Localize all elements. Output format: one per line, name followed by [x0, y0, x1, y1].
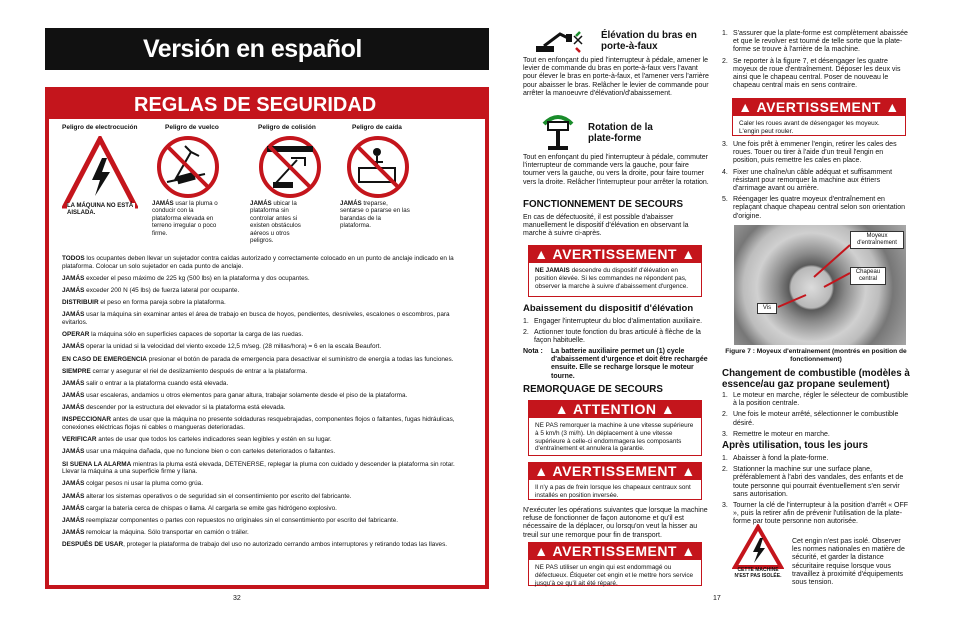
- safety-rule: JAMÁS descender por la estructura del elevador si la plataforma está elevada.: [62, 404, 286, 412]
- hazard-label-fall: Peligro de caída: [352, 124, 402, 131]
- safety-rule: INSPECCIONAR antes de usar que la máquina no presente soldaduras resquebrajadas, componentes flojos o faltantes, fugas hidráulicas, conexiones eléctricas flojas ni cables o mangueras deterioradas.: [62, 416, 455, 432]
- list-item-number: 1.: [523, 318, 529, 325]
- safety-rule: JAMÁS salir o entrar a la plataforma cuando está elevada.: [62, 379, 229, 387]
- not-insulated-sign-text: LA MÁQUINA NO ESTÁ AISLADA.: [67, 203, 134, 216]
- heading-platform-rotation: Rotation de la plate-forme: [588, 122, 653, 144]
- list-item-text: Une fois le moteur arrêté, sélectionner le combustible désiré.: [733, 411, 899, 427]
- hazard-label-collision: Peligro de colisión: [258, 124, 316, 131]
- list-item-number: 2.: [722, 466, 728, 474]
- hazard-label-electrocution: Peligro de electrocución: [62, 124, 138, 131]
- list-item: [722, 58, 910, 91]
- figure-7-caption: Figure 7 : Moyeux d'entraînement (montrés en position de fonctionnement): [725, 348, 907, 363]
- after-use-steps: [722, 455, 910, 530]
- list-item: [722, 411, 910, 427]
- fall-hazard-icon: [345, 134, 411, 200]
- paragraph-boom-elevation: Tout en enfonçant du pied l'interrupteur à pédale, amener le levier de commande du bras en porte-à-faux vers l'avant pour élever le bras en porte-à-faux, et l'amener vers l'arrière pour abaisser le bras. Relâcher le levier de commande pour arrêter la manoeuvre d'élévation/d'abaissement.: [523, 57, 709, 97]
- callout-screws: Vis: [757, 303, 777, 314]
- heading-emergency-operation: FONCTIONNEMENT DE SECOURS: [523, 199, 684, 210]
- heading-after-use: Après utilisation, tous les jours: [722, 440, 868, 451]
- safety-rule: JAMÁS usar una máquina dañada, que no funcione bien o con carteles deteriorados o faltantes.: [62, 448, 336, 456]
- safety-rule: SI SUENA LA ALARMA mientras la pluma está elevada, DETENERSE, replegar la pluma con cuidado y descender la plataforma sin rotar. Llevar la máquina a una superficie firme y llana.: [62, 460, 455, 476]
- list-item-number: 2.: [722, 411, 728, 419]
- warning-box-3: ▲ AVERTISSEMENT ▲ NE PAS utiliser un engin qui est endommagé ou défectueux. Étiqueter cet engin et le mettre hors service jusqu'à ce qu'il ait été réparé.: [528, 542, 702, 586]
- safety-rule: JAMÁS exceder el peso máximo de 225 kg (500 lbs) en la plataforma y dos ocupantes.: [62, 274, 310, 282]
- page-number-right: 17: [713, 595, 721, 602]
- attention-header: ▲ ATTENTION ▲: [529, 401, 701, 418]
- safety-rule: JAMÁS exceder 200 N (45 lbs) de fuerza lateral por ocupante.: [62, 286, 240, 294]
- note-auxiliary-battery: Nota : La batterie auxiliaire permet un (1) cycle d'abaissement d'urgence et doit être rechargée ensuite. Elle se recharge lorsque le moteur tourne.: [523, 348, 708, 380]
- safety-rules-title: REGLAS DE SEGURIDAD: [49, 91, 485, 119]
- steps-top: [722, 30, 910, 93]
- safety-rule: EN CASO DE EMERGENCIA presionar el botón de parada de emergencia para desactivar el suministro de energía a todas las funciones.: [62, 355, 454, 363]
- heading-fuel-change: Changement de combustible (modèles à essence/au gaz propane seulement): [722, 368, 910, 390]
- list-item-number: 1.: [722, 392, 728, 399]
- boom-elevation-icon: [532, 30, 584, 56]
- list-item: [523, 318, 713, 326]
- warning-box-2: ▲ AVERTISSEMENT ▲ Il n'y a pas de frein lorsque les chapeaux centraux sont installés en position inversée.: [528, 462, 702, 500]
- collision-hazard-icon: [257, 134, 323, 200]
- list-item: [523, 329, 713, 345]
- list-item-text: S'assurer que la plate-forme est complètement abaissée et que le revolver est tourné de telle sorte que la plate-forme se trouve à l'arrière de la machine.: [733, 30, 908, 54]
- list-item-text: Se reporter à la figure 7, et désengager les quatre moyeux de roue d'entraînement. Déposer les deux vis ainsi que le chapeau central. Poser de nouveau le chapeau central mais en sens contraire.: [733, 57, 901, 90]
- list-item-text: Réengager les quatre moyeux d'entraînement en replaçant chaque chapeau central selon son orientation d'origine.: [733, 196, 906, 220]
- fuel-steps: [722, 392, 910, 442]
- warning-header: ▲ AVERTISSEMENT ▲: [529, 463, 701, 480]
- list-item-text: Engager l'interrupteur du bloc d'alimentation auxiliaire.: [534, 318, 703, 325]
- list-item-number: 2.: [722, 57, 728, 65]
- list-item-text: Remettre le moteur en marche.: [733, 430, 830, 438]
- callout-drive-hubs: Moyeux d'entraînement: [850, 231, 904, 249]
- list-item: [722, 455, 910, 463]
- list-item: [722, 30, 910, 55]
- list-item-text: Stationner la machine sur une surface plane, préférablement à l'abri des vandales, des enfants et de toute personne qui pourrait éventuellement s'en servir sans autorisation.: [733, 466, 904, 498]
- list-item-number: 3.: [722, 430, 728, 438]
- tipover-hazard-icon: [155, 134, 221, 200]
- warning-box-1: ▲ AVERTISSEMENT ▲ NE JAMAIS descendre du dispositif d'élévation en position élevée. Si les commandes ne répondent pas, observer la marche à suivre d'abaissement d'urgence.: [528, 245, 702, 297]
- list-item: [722, 169, 910, 194]
- safety-rule: JAMÁS remolcar la máquina. Sólo transportar en camión o tráiler.: [62, 529, 249, 537]
- list-item-text: Actionner toute fonction du bras articulé à flèche de la façon habituelle.: [534, 329, 701, 345]
- heading-emergency-towing: REMORQUAGE DE SECOURS: [523, 384, 663, 395]
- safety-rule: JAMÁS colgar pesos ni usar la pluma como grúa.: [62, 480, 204, 488]
- safety-rules-list: [62, 255, 474, 554]
- warning-header: ▲ AVERTISSEMENT ▲: [529, 543, 701, 560]
- lowering-steps: [523, 318, 713, 349]
- safety-rule: JAMÁS operar la unidad si la velocidad del viento excede 12,5 m/seg. (28 millas/hora) = 6 en la escala Beaufort.: [62, 343, 382, 351]
- list-item-number: 3.: [722, 141, 728, 148]
- electrocution-warning-icon: [732, 524, 784, 570]
- list-item: [722, 141, 910, 166]
- page-number-left: 32: [233, 595, 241, 602]
- warning-box-right: ▲ AVERTISSEMENT ▲ Caler les roues avant de désengager les moyeux. L'engin peut rouler.: [732, 98, 906, 136]
- warning-header: ▲ AVERTISSEMENT ▲: [733, 99, 905, 116]
- list-item-number: 1.: [722, 30, 728, 37]
- list-item-text: Tourner la clé de l'interrupteur à la position d'arrêt « OFF », puis la retirer afin de prévenir l'utilisation de la plate-forme par toute personne non autorisée.: [733, 502, 909, 526]
- paragraph-towing: N'exécuter les opérations suivantes que lorsque la machine refuse de fonctionner de façon autonome et qu'il est nécessaire de la déplacer, ou lorsqu'on veut la hisser au treuil sur une remorque pour fin de transport.: [523, 507, 708, 539]
- warning-header: ▲ AVERTISSEMENT ▲: [529, 246, 701, 263]
- safety-rule: TODOS los ocupantes deben llevar un sujetador contra caídas autorizado y correctamente colocado en un punto de anclaje indicado en la plataforma. Colocar un solo sujetador en cada punto de anclaje.: [62, 255, 454, 270]
- list-item-text: Une fois prêt à emmener l'engin, retirer les cales des roues. Touer ou tirer à l'aide d'un treuil l'engin en position, puis remettre les cales en place.: [733, 141, 897, 165]
- spanish-version-banner: Versión en español: [45, 28, 489, 70]
- safety-rule: JAMÁS reemplazar componentes o partes con repuestos no originales sin el consentimiento por escrito del fabricante.: [62, 516, 399, 524]
- list-item-number: 5.: [722, 196, 728, 204]
- list-item-number: 3.: [722, 502, 728, 510]
- list-item: [722, 392, 910, 408]
- safety-rule: JAMÁS alterar los sistemas operativos o de seguridad sin el consentimiento por escrito del fabricante.: [62, 492, 352, 500]
- safety-rule: OPERAR la máquina sólo en superficies capaces de soportar la carga de las ruedas.: [62, 331, 304, 339]
- hazard-text-fall: JAMÁS treparse, sentarse o pararse en las barandas de la plataforma.: [340, 200, 410, 230]
- not-insulated-text: Cet engin n'est pas isolé. Observer les normes nationales en matière de sécurité, et garder la distance sécuritaire requise lorsque vous travaillez à proximité d'équipements sous tension.: [792, 538, 905, 587]
- platform-rotation-icon: [540, 110, 576, 154]
- not-insulated-sign-fr: CETTE MACHINE N'EST PAS ISOLÉE.: [734, 567, 782, 579]
- safety-rule: JAMÁS cargar la batería cerca de chispas o llama. Al cargarla se emite gas hidrógeno explosivo.: [62, 504, 337, 512]
- safety-rule: JAMÁS usar escaleras, andamios u otros elementos para ganar altura, trabajar solamente desde el piso de la plataforma.: [62, 392, 408, 400]
- hazard-text-collision: JAMÁS ubicar la plataforma sin controlar antes si existen obstáculos aéreos u otros peligros.: [250, 200, 301, 245]
- safety-rule: DISTRIBUIR el peso en forma pareja sobre la plataforma.: [62, 299, 226, 307]
- callout-arrows: [734, 225, 906, 345]
- list-item-number: 4.: [722, 168, 728, 176]
- list-item-text: Fixer une chaîne/un câble adéquat et suffisamment résistant pour remorquer la machine aux étriers d'arrimage avant ou arrière.: [733, 168, 893, 193]
- list-item-number: 2.: [523, 329, 529, 337]
- safety-rule: VERIFICAR antes de usar que todos los carteles indicadores sean legibles y estén en su lugar.: [62, 436, 332, 444]
- list-item-number: 1.: [722, 455, 728, 462]
- steps-middle: [722, 141, 910, 224]
- safety-rule: JAMÁS usar la máquina sin examinar antes el área de trabajo en busca de hoyos, pendientes, desniveles, escalones o escombros, para evitarlos.: [62, 311, 450, 326]
- safety-rule: SIEMPRE cerrar y asegurar el riel de deslizamiento después de entrar a la plataforma.: [62, 367, 308, 375]
- list-item: [722, 502, 910, 527]
- list-item-text: Abaisser à fond la plate-forme.: [733, 455, 829, 462]
- hazard-label-tipover: Peligro de vuelco: [165, 124, 219, 131]
- attention-box: ▲ ATTENTION ▲ NE PAS remorquer la machine à une vitesse supérieure à 5 km/h (3 mi/h). Un déplacement à une vitesse supérieure à celle-ci endommagera les composants d'entraînement et annulera la garantie.: [528, 400, 702, 456]
- paragraph-platform-rotation: Tout en enfonçant du pied l'interrupteur à pédale, commuter l'interrupteur de commande vers la gauche, pour faire tourner vers la gauche, ou vers la droite, pour faire tourner vers la droite. Relâcher l'interrupteur pour arrêter la rotation.: [523, 154, 709, 186]
- list-item: [722, 196, 910, 221]
- safety-rule: DESPUÉS DE USAR, proteger la plataforma de trabajo del uso no autorizado cerrando ambos interruptores y retirando todas las llaves.: [62, 541, 448, 549]
- heading-boom-elevation: Élévation du bras en porte-à-faux: [601, 30, 697, 52]
- heading-lowering: Abaissement du dispositif d'élévation: [523, 303, 694, 314]
- list-item-text: Le moteur en marche, régler le sélecteur de combustible à la position centrale.: [733, 392, 909, 408]
- paragraph-emergency-operation: En cas de défectuosité, il est possible d'abaisser manuellement le dispositif d'élévation en observant la marche à suivre ci-après.: [523, 214, 689, 238]
- callout-center-cap: Chapeau central: [850, 267, 886, 285]
- hazard-text-tipover: JAMÁS usar la pluma o conducir con la plataforma elevada en terreno irregular o poco firme.: [152, 200, 218, 237]
- list-item: [722, 466, 910, 499]
- list-item: [722, 431, 910, 439]
